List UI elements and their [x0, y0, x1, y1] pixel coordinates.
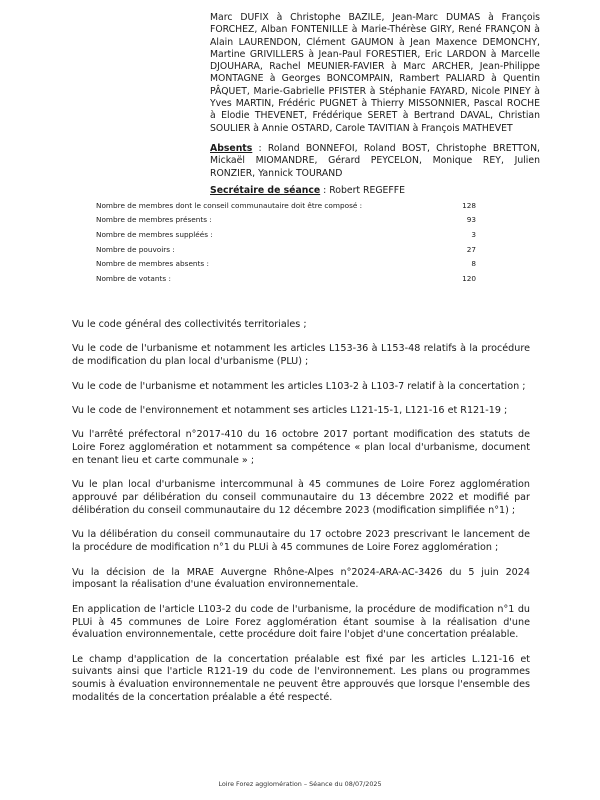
stats-value: 3: [471, 229, 476, 239]
stats-label: Nombre de membres dont le conseil communautaire doit être composé :: [96, 200, 363, 210]
stats-value: 120: [462, 273, 476, 283]
page-footer: Loire Forez agglomération – Séance du 08/07/2025: [218, 780, 382, 788]
stats-value: 8: [471, 259, 476, 269]
absents-names: : Roland BONNEFOI, Roland BOST, Christophe BRETTON, Mickaël MIOMANDRE, Gérard PEYCELON, Monique REY, Julien RONZIER, Yannick TOURAND: [210, 143, 540, 179]
paragraph: Le champ d'application de la concertation préalable est fixé par les articles L.121-16 et suivants ainsi que l'article R121-19 du code de l'environnement. Les plans ou programmes soumis à évaluation environnementale ne peuvent être approuvés que lorsque l'ensemble des modalités de la concertation préalable a été respecté.: [72, 653, 530, 704]
stats-value: 27: [466, 244, 476, 254]
paragraph: Vu le code de l'urbanisme et notamment les articles L153-36 à L153-48 relatifs à la procédure de modification du plan local d'urbanisme (PLU) ;: [72, 343, 530, 368]
stats-row: [96, 256, 476, 271]
paragraph: Vu le code de l'environnement et notamment ses articles L121-15-1, L121-16 et R121-19 ;: [72, 404, 508, 416]
stats-label: Nombre de membres absents :: [96, 259, 209, 269]
paragraph: Vu la décision de la MRAE Auvergne Rhône-Alpes n°2024-ARA-AC-3426 du 5 juin 2024 imposant la réalisation d'une évaluation environnementale.: [72, 566, 530, 591]
paragraph: Vu le code général des collectivités territoriales ;: [72, 319, 307, 330]
stats-label: Nombre de membres suppléés :: [96, 229, 213, 239]
stats-row: [96, 227, 476, 242]
paragraph: Vu l'arrêté préfectoral n°2017-410 du 16 octobre 2017 portant modification des statuts de Loire Forez agglomération et notamment sa compétence « plan local d'urbanisme, document en tenant lieu et carte communale » ;: [72, 429, 530, 466]
stats-label: Nombre de pouvoirs :: [96, 244, 175, 254]
stats-value: 93: [466, 215, 476, 225]
paragraph: Vu le code de l'urbanisme et notamment les articles L103-2 à L103-7 relatif à la concertation ;: [72, 380, 526, 392]
stats-row: [96, 198, 476, 213]
stats-label: Nombre de votants :: [96, 273, 171, 283]
secretary-label: Secrétaire de séance: [210, 185, 321, 196]
secretary-line: [210, 185, 540, 197]
stats-label: Nombre de membres présents :: [96, 215, 212, 225]
absents-line: [210, 143, 540, 180]
stats-row: [96, 271, 476, 286]
proxies-list: Marc DUFIX à Christophe BAZILE, Jean-Marc DUMAS à François FORCHEZ, Alban FONTENILLE à Marie-Thérèse GIRY, René FRANÇON à Alain LAURENDON, Clément GAUMON à Jean Maxence DEMONCHY, Martine GRIVILLERS à Jean-Paul FORESTIER, Eric LARDON à Marcelle DJOUHARA, Rachel MEUNIER-FAVIER à Marc ARCHER, Jean-Philippe MONTAGNE à Georges BONCOMPAIN, Rambert PALIARD à Quentin PÂQUET, Marie-Gabrielle PFISTER à Stéphanie FAYARD, Nicole PINEY à Yves MARTIN, Frédéric PUGNET à Thierry MISSONNIER, Pascal ROCHE à Elodie THEVENET, Frédérique SERET à Bertrand DAVAL, Christian SOULIER à Annie OSTARD, Carole TAVITIAN à François MATHEVET: [210, 12, 540, 134]
stats-row: [96, 213, 476, 228]
absents-label: Absents: [210, 143, 253, 154]
deliberation-body: [72, 319, 530, 716]
paragraph: Vu le plan local d'urbanisme intercommunal à 45 communes de Loire Forez agglomération approuvé par délibération du conseil communautaire du 13 décembre 2022 et modifié par délibération du conseil communautaire du 12 décembre 2023 (modification simplifiée n°1) ;: [72, 479, 530, 516]
secretary-name: : Robert REGEFFE: [320, 185, 405, 196]
stats-value: 128: [462, 200, 476, 210]
stats-row: [96, 242, 476, 257]
attendance-stats-table: [96, 198, 476, 286]
paragraph: Vu la délibération du conseil communautaire du 17 octobre 2023 prescrivant le lancement de la procédure de modification n°1 du PLUi à 45 communes de Loire Forez agglomération ;: [72, 529, 530, 554]
paragraph: En application de l'article L103-2 du code de l'urbanisme, la procédure de modification n°1 du PLUi à 45 communes de Loire Forez agglomération étant soumise à la réalisation d'une évaluation environnementale, cette procédure doit faire l'objet d'une concertation préalable.: [72, 603, 530, 641]
